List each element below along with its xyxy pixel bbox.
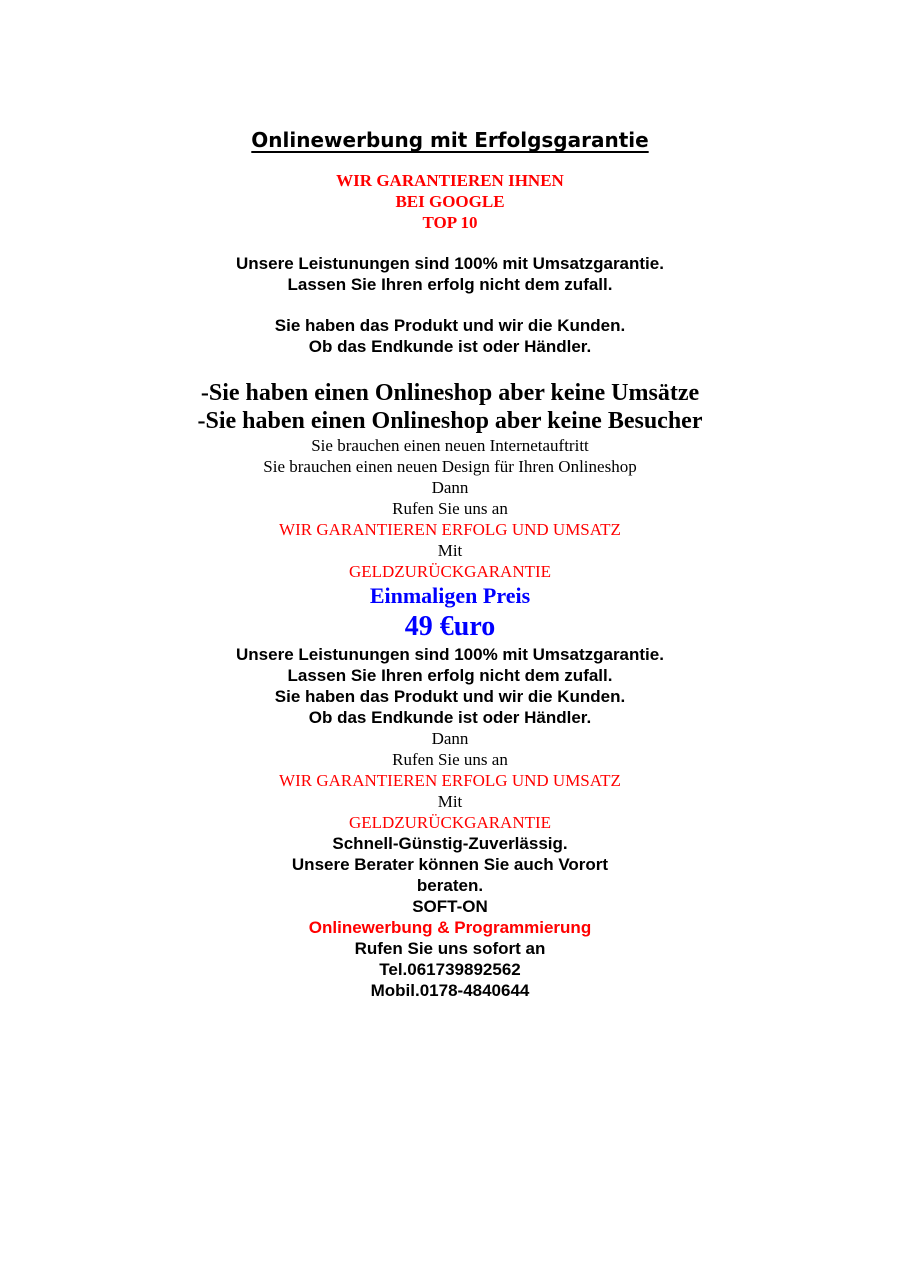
company-name: SOFT-ON	[412, 897, 488, 916]
repeat-line-4: Ob das Endkunde ist oder Händler.	[308, 708, 592, 727]
problem-line-2: -Sie haben einen Onlineshop aber keine Besucher	[197, 408, 703, 434]
advisors-line-2: beraten.	[416, 876, 484, 895]
intro-line-2: Lassen Sie Ihren erfolg nicht dem zufall.	[287, 275, 613, 294]
spacer	[100, 156, 800, 170]
then-text: Dann	[431, 729, 469, 748]
slogan-text: Schnell-Günstig-Zuverlässig.	[332, 834, 568, 853]
spacer	[100, 357, 800, 379]
product-line-1: Sie haben das Produkt und wir die Kunden.	[274, 316, 626, 335]
money-back-text: GELDZURÜCKGARANTIE	[348, 813, 552, 832]
problem-line-1: -Sie haben einen Onlineshop aber keine Umsätze	[200, 380, 700, 406]
call-us-text: Rufen Sie uns an	[392, 750, 508, 769]
with-text: Mit	[437, 792, 463, 811]
price-amount: 49 €uro	[404, 611, 496, 642]
call-us-text: Rufen Sie uns an	[392, 499, 508, 518]
guarantee-line-3: TOP 10	[422, 213, 478, 232]
mobile-number: Mobil.0178-4840644	[370, 981, 530, 1000]
needs-line-1: Sie brauchen einen neuen Internetauftritt	[311, 436, 589, 455]
advisors-line-1: Unsere Berater können Sie auch Vorort	[291, 855, 609, 874]
repeat-line-1: Unsere Leistunungen sind 100% mit Umsatzgarantie.	[236, 645, 664, 664]
price-label: Einmaligen Preis	[369, 583, 531, 608]
money-back-text: GELDZURÜCKGARANTIE	[348, 562, 552, 581]
success-guarantee-text: WIR GARANTIEREN ERFOLG UND UMSATZ	[279, 771, 621, 790]
then-text: Dann	[431, 478, 469, 497]
page-title: Onlinewerbung mit Erfolgsgarantie	[251, 128, 649, 152]
product-line-2: Ob das Endkunde ist oder Händler.	[308, 337, 592, 356]
flyer-content	[100, 124, 800, 1001]
phone-number: Tel.061739892562	[379, 960, 521, 979]
intro-line-1: Unsere Leistunungen sind 100% mit Umsatzgarantie.	[236, 254, 664, 273]
with-text: Mit	[437, 541, 463, 560]
company-tagline: Onlinewerbung & Programmierung	[308, 918, 592, 937]
needs-line-2: Sie brauchen einen neuen Design für Ihren Onlineshop	[263, 457, 637, 476]
repeat-line-3: Sie haben das Produkt und wir die Kunden.	[274, 687, 626, 706]
spacer	[100, 233, 800, 253]
success-guarantee-text: WIR GARANTIEREN ERFOLG UND UMSATZ	[279, 520, 621, 539]
call-now-text: Rufen Sie uns sofort an	[354, 939, 546, 958]
guarantee-line-2: BEI GOOGLE	[395, 192, 505, 211]
repeat-line-2: Lassen Sie Ihren erfolg nicht dem zufall.	[287, 666, 613, 685]
spacer	[100, 295, 800, 315]
guarantee-line-1: WIR GARANTIEREN IHNEN	[336, 171, 564, 190]
